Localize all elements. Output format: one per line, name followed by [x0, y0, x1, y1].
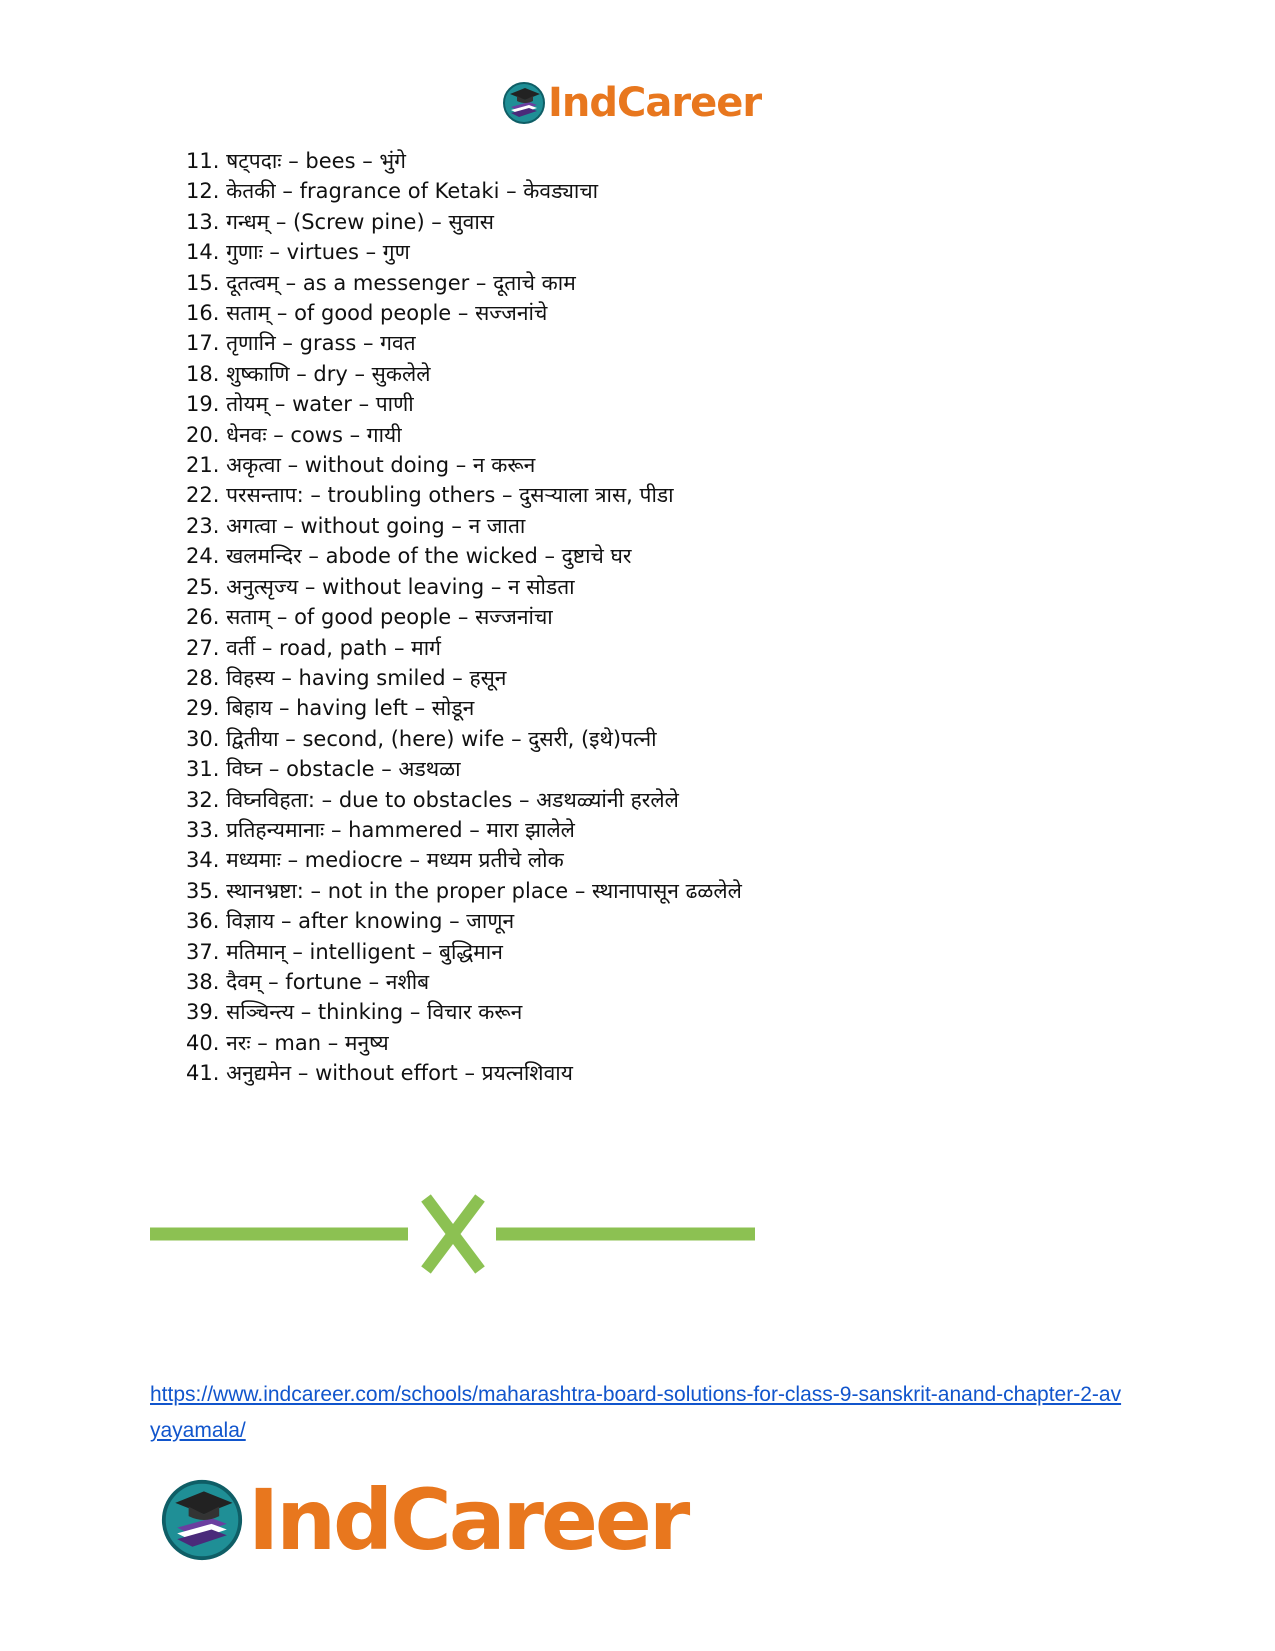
- vocabulary-item: 22. परसन्ताप: – troubling others – दुसऱ्याला त्रास, पीडा: [186, 483, 674, 508]
- vocabulary-item: 15. दूतत्वम् – as a messenger – दूताचे काम: [186, 270, 576, 295]
- vocabulary-item: 25. अनुत्सृज्य – without leaving – न सोडता: [186, 574, 575, 599]
- vocabulary-item: 31. विघ्न – obstacle – अडथळा: [186, 757, 461, 782]
- graduation-cap-icon: [502, 81, 546, 125]
- vocabulary-item: 30. द्वितीया – second, (here) wife – दुसरी, (इथे)पत्नी: [186, 726, 657, 751]
- vocabulary-item: 36. विज्ञाय – after knowing – जाणून: [186, 909, 515, 934]
- footer-logo: [160, 1470, 687, 1570]
- vocabulary-item: 37. मतिमान् – intelligent – बुद्धिमान: [186, 939, 503, 964]
- header-logo: [502, 78, 761, 128]
- footer-logo-text: IndCareer: [248, 1471, 688, 1569]
- vocabulary-item: 12. केतकी – fragrance of Ketaki – केवड्याचा: [186, 179, 599, 204]
- header-logo-text: IndCareer: [548, 80, 762, 126]
- vocabulary-item: 21. अकृत्वा – without doing – न करून: [186, 453, 536, 478]
- vocabulary-item: 13. गन्धम् – (Screw pine) – सुवास: [186, 209, 494, 234]
- vocabulary-item: 28. विहस्य – having smiled – हसून: [186, 665, 507, 690]
- source-url-link[interactable]: https://www.indcareer.com/schools/maharashtra-board-solutions-for-class-9-sanskrit-anand-chapter-2-avyayamala/: [150, 1383, 1122, 1442]
- x-mark-icon: [426, 1198, 480, 1270]
- vocabulary-item: 18. शुष्काणि – dry – सुकलेले: [186, 361, 431, 386]
- vocabulary-item: 17. तृणानि – grass – गवत: [186, 331, 416, 356]
- vocabulary-item: 11. षट्पदाः – bees – भुंगे: [186, 149, 406, 173]
- vocabulary-item: 26. सताम् – of good people – सज्जनांचा: [186, 605, 553, 630]
- vocabulary-item: 41. अनुद्यमेन – without effort – प्रयत्नशिवाय: [186, 1061, 573, 1086]
- vocabulary-item: 32. विघ्नविहता: – due to obstacles – अडथळ्यांनी हरलेले: [186, 787, 679, 812]
- vocabulary-item: 35. स्थानभ्रष्टा: – not in the proper place – स्थानापासून ढळलेले: [186, 878, 742, 903]
- vocabulary-item: 38. दैवम् – fortune – नशीब: [186, 969, 430, 994]
- vocabulary-item: 34. मध्यमाः – mediocre – मध्यम प्रतीचे लोक: [186, 848, 564, 873]
- section-divider: [150, 1193, 755, 1275]
- vocabulary-list: [186, 146, 742, 1089]
- vocabulary-item: 14. गुणाः – virtues – गुण: [186, 240, 410, 265]
- vocabulary-item: 29. बिहाय – having left – सोडून: [186, 696, 475, 721]
- graduation-cap-icon: [160, 1478, 244, 1562]
- vocabulary-item: 23. अगत्वा – without going – न जाता: [186, 513, 526, 538]
- vocabulary-item: 40. नरः – man – मनुष्य: [186, 1030, 389, 1055]
- vocabulary-item: 24. खलमन्दिर – abode of the wicked – दुष्टाचे घर: [186, 544, 632, 569]
- vocabulary-item: 16. सताम् – of good people – सज्जनांचे: [186, 301, 548, 326]
- vocabulary-item: 33. प्रतिहन्यमानाः – hammered – मारा झालेले: [186, 817, 575, 842]
- vocabulary-item: 27. वर्ती – road, path – मार्ग: [186, 635, 441, 660]
- vocabulary-item: 20. धेनवः – cows – गायी: [186, 422, 402, 447]
- vocabulary-item: 39. सञ्चिन्त्य – thinking – विचार करून: [186, 1000, 523, 1025]
- vocabulary-item: 19. तोयम् – water – पाणी: [186, 392, 414, 417]
